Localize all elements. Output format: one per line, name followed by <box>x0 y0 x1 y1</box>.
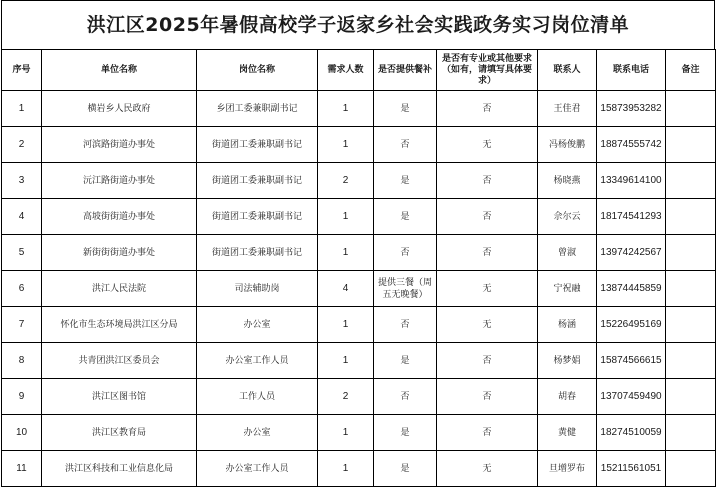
cell-position: 乡团工委兼职副书记 <box>197 91 318 127</box>
table-row <box>2 235 716 271</box>
cell-phone: 13707459490 <box>597 379 666 415</box>
table-row <box>2 163 716 199</box>
cell-unit: 高坡街街道办事处 <box>42 199 197 235</box>
cell-unit: 沅江路街道办事处 <box>42 163 197 199</box>
cell-phone: 13874445859 <box>597 271 666 307</box>
cell-requirements: 无 <box>437 271 538 307</box>
document-sheet <box>1 0 715 487</box>
cell-unit: 新街街街道办事处 <box>42 235 197 271</box>
table-row <box>2 91 716 127</box>
cell-contact: 宁祝融 <box>538 271 597 307</box>
cell-position: 办公室工作人员 <box>197 451 318 487</box>
header-unit: 单位名称 <box>42 50 197 91</box>
cell-position: 街道团工委兼职副书记 <box>197 199 318 235</box>
cell-note <box>666 235 716 271</box>
cell-requirements: 否 <box>437 91 538 127</box>
cell-note <box>666 451 716 487</box>
cell-phone: 15226495169 <box>597 307 666 343</box>
header-phone: 联系电话 <box>597 50 666 91</box>
cell-requirements: 否 <box>437 235 538 271</box>
cell-unit: 怀化市生态环境局洪江区分局 <box>42 307 197 343</box>
cell-count: 4 <box>318 271 374 307</box>
cell-phone: 15211561051 <box>597 451 666 487</box>
cell-unit: 洪江区科技和工业信息化局 <box>42 451 197 487</box>
cell-count: 1 <box>318 91 374 127</box>
cell-meal: 是 <box>374 415 437 451</box>
position-table <box>1 49 716 487</box>
cell-no: 4 <box>2 199 42 235</box>
cell-count: 1 <box>318 199 374 235</box>
cell-note <box>666 415 716 451</box>
table-row <box>2 127 716 163</box>
cell-contact: 杨晓燕 <box>538 163 597 199</box>
cell-note <box>666 91 716 127</box>
cell-no: 10 <box>2 415 42 451</box>
cell-contact: 杨涵 <box>538 307 597 343</box>
cell-phone: 18274510059 <box>597 415 666 451</box>
cell-no: 11 <box>2 451 42 487</box>
cell-position: 办公室工作人员 <box>197 343 318 379</box>
header-note: 备注 <box>666 50 716 91</box>
cell-requirements: 否 <box>437 379 538 415</box>
cell-phone: 15874566615 <box>597 343 666 379</box>
table-row <box>2 451 716 487</box>
cell-requirements: 无 <box>437 307 538 343</box>
cell-no: 7 <box>2 307 42 343</box>
cell-count: 1 <box>318 415 374 451</box>
cell-count: 1 <box>318 307 374 343</box>
table-row <box>2 415 716 451</box>
cell-note <box>666 307 716 343</box>
cell-contact: 冯杨俊鹏 <box>538 127 597 163</box>
cell-requirements: 否 <box>437 415 538 451</box>
cell-meal: 是 <box>374 91 437 127</box>
cell-phone: 13974242567 <box>597 235 666 271</box>
cell-unit: 洪江人民法院 <box>42 271 197 307</box>
cell-note <box>666 199 716 235</box>
cell-meal: 否 <box>374 307 437 343</box>
cell-contact: 杨梦娟 <box>538 343 597 379</box>
cell-note <box>666 343 716 379</box>
document-title: 洪江区2025年暑假高校学子返家乡社会实践政务实习岗位清单 <box>1 0 715 49</box>
table-row <box>2 307 716 343</box>
cell-meal: 否 <box>374 235 437 271</box>
cell-no: 8 <box>2 343 42 379</box>
cell-meal: 是 <box>374 343 437 379</box>
cell-note <box>666 379 716 415</box>
table-row <box>2 271 716 307</box>
cell-phone: 18874555742 <box>597 127 666 163</box>
cell-phone: 18174541293 <box>597 199 666 235</box>
cell-contact: 黄健 <box>538 415 597 451</box>
header-requirements: 是否有专业或其他要求（如有，请填写具体要求） <box>437 50 538 91</box>
cell-note <box>666 127 716 163</box>
cell-no: 6 <box>2 271 42 307</box>
cell-count: 2 <box>318 379 374 415</box>
cell-unit: 横岩乡人民政府 <box>42 91 197 127</box>
cell-count: 2 <box>318 163 374 199</box>
cell-phone: 15873953282 <box>597 91 666 127</box>
cell-no: 2 <box>2 127 42 163</box>
cell-count: 1 <box>318 127 374 163</box>
table-row <box>2 343 716 379</box>
header-position: 岗位名称 <box>197 50 318 91</box>
cell-phone: 13349614100 <box>597 163 666 199</box>
cell-unit: 河滨路街道办事处 <box>42 127 197 163</box>
cell-position: 办公室 <box>197 307 318 343</box>
cell-meal: 是 <box>374 451 437 487</box>
cell-position: 办公室 <box>197 415 318 451</box>
cell-position: 工作人员 <box>197 379 318 415</box>
cell-contact: 胡春 <box>538 379 597 415</box>
cell-unit: 洪江区图书馆 <box>42 379 197 415</box>
cell-no: 5 <box>2 235 42 271</box>
header-contact: 联系人 <box>538 50 597 91</box>
cell-note <box>666 271 716 307</box>
cell-requirements: 无 <box>437 127 538 163</box>
cell-no: 3 <box>2 163 42 199</box>
cell-count: 1 <box>318 235 374 271</box>
cell-no: 9 <box>2 379 42 415</box>
table-header-row <box>2 50 716 91</box>
cell-note <box>666 163 716 199</box>
cell-meal: 否 <box>374 379 437 415</box>
table-row <box>2 379 716 415</box>
cell-no: 1 <box>2 91 42 127</box>
cell-requirements: 无 <box>437 451 538 487</box>
cell-count: 1 <box>318 451 374 487</box>
cell-count: 1 <box>318 343 374 379</box>
cell-contact: 旦增罗布 <box>538 451 597 487</box>
header-meal: 是否提供餐补 <box>374 50 437 91</box>
cell-requirements: 否 <box>437 343 538 379</box>
header-no: 序号 <box>2 50 42 91</box>
cell-meal: 否 <box>374 127 437 163</box>
header-count: 需求人数 <box>318 50 374 91</box>
cell-unit: 共青团洪江区委员会 <box>42 343 197 379</box>
cell-position: 司法辅助岗 <box>197 271 318 307</box>
cell-meal: 提供三餐（周五无晚餐） <box>374 271 437 307</box>
table-row <box>2 199 716 235</box>
cell-position: 街道团工委兼职副书记 <box>197 127 318 163</box>
cell-meal: 是 <box>374 199 437 235</box>
cell-contact: 佘尔云 <box>538 199 597 235</box>
cell-contact: 曾淑 <box>538 235 597 271</box>
cell-requirements: 否 <box>437 199 538 235</box>
cell-requirements: 否 <box>437 163 538 199</box>
cell-unit: 洪江区教育局 <box>42 415 197 451</box>
cell-contact: 王佳君 <box>538 91 597 127</box>
cell-position: 街道团工委兼职副书记 <box>197 235 318 271</box>
cell-position: 街道团工委兼职副书记 <box>197 163 318 199</box>
cell-meal: 是 <box>374 163 437 199</box>
